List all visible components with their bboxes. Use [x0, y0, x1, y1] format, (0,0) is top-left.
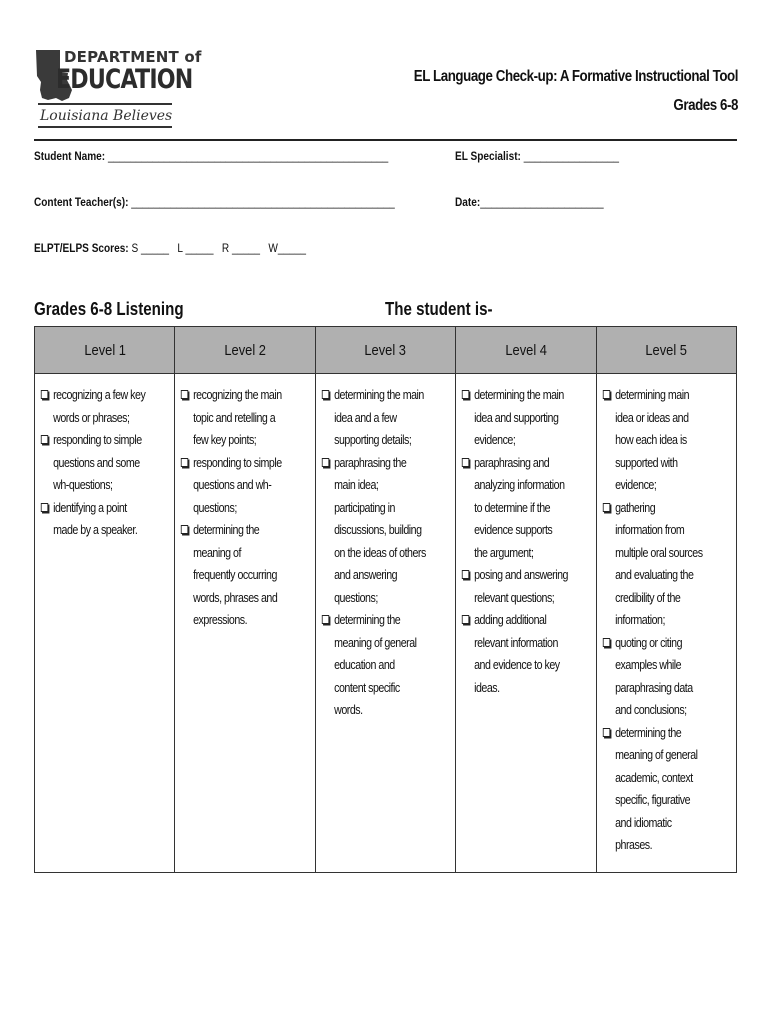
rubric-item-line: credibility of the: [614, 589, 680, 605]
checkbox-bullet-icon: [181, 458, 188, 467]
rubric-item-line: ideas.: [474, 679, 500, 695]
rubric-item-line: expressions.: [193, 612, 248, 627]
checkbox-bullet-icon: [462, 390, 469, 399]
rubric-item-line: meaning of general: [614, 747, 698, 762]
rubric-item-line: words.: [333, 702, 363, 717]
rubric-item-line: discussions, building: [333, 522, 422, 537]
rubric-item-line: paraphrasing the: [333, 454, 407, 470]
checkbox-bullet-icon: [322, 458, 329, 467]
rubric-item-line: made by a speaker.: [53, 522, 138, 537]
el-specialist-label: EL Specialist:: [455, 149, 521, 163]
rubric-item-line: topic and retelling a: [193, 409, 276, 425]
rubric-item: [180, 519, 320, 632]
rubric-item-line: evidence;: [614, 477, 656, 492]
date-field[interactable]: [455, 195, 604, 209]
rubric-item-line: phrases.: [614, 837, 652, 852]
checkbox-bullet-icon: [602, 638, 609, 647]
student-name-blank[interactable]: __________________________________________________: [107, 149, 389, 163]
rubric-item-line: education and: [333, 657, 395, 672]
section-title: Grades 6-8 Listening: [34, 299, 184, 319]
rubric-item-line: determining the: [614, 724, 681, 740]
rubric-item-line: evidence;: [474, 432, 516, 447]
checkbox-bullet-icon: [41, 503, 48, 512]
rubric-item-line: posing and answering: [474, 567, 569, 582]
rubric-item-line: examples while: [614, 657, 681, 672]
rubric-item-line: wh-questions;: [53, 477, 113, 492]
logo-department-text: DEPARTMENT of: [64, 48, 202, 66]
rubric-item-line: academic, context: [614, 769, 693, 785]
checkbox-bullet-icon: [41, 435, 48, 444]
rubric-item-line: paraphrasing and: [474, 454, 550, 470]
rubric-item: [602, 722, 742, 857]
rubric-item: [321, 452, 461, 610]
elpt-scores-label: ELPT/ELPS Scores:: [34, 241, 129, 255]
rubric-item-line: paraphrasing data: [614, 679, 693, 695]
checkbox-bullet-icon: [322, 390, 329, 399]
listening-rubric-table: [34, 326, 737, 873]
rubric-item: [180, 384, 320, 452]
document-title-line1: EL Language Check-up: A Formative Instructional Tool: [413, 68, 738, 85]
rubric-item: [461, 564, 601, 609]
rubric-item-line: identifying a point: [53, 499, 127, 515]
rubric-item: [40, 497, 180, 542]
rubric-item-line: on the ideas of others: [333, 544, 426, 560]
rubric-item: [461, 452, 601, 565]
rubric-item-line: relevant information: [474, 634, 559, 650]
date-blank[interactable]: ______________________: [480, 195, 604, 209]
checkbox-bullet-icon: [462, 570, 469, 579]
rubric-item-line: relevant questions;: [474, 589, 555, 605]
rubric-item-line: specific, figurative: [614, 792, 690, 807]
checkbox-bullet-icon: [181, 525, 188, 534]
rubric-item-line: to determine if the: [474, 499, 551, 515]
rubric-item-line: adding additional: [474, 612, 547, 627]
rubric-item-line: determining main: [614, 387, 689, 402]
elpt-scores-field[interactable]: [34, 241, 306, 255]
rubric-item-line: idea and supporting: [474, 409, 559, 425]
rubric-item-line: meaning of: [193, 544, 242, 560]
rubric-item-line: determining the: [193, 522, 260, 537]
checkbox-bullet-icon: [462, 615, 469, 624]
level-3-cell: [315, 374, 455, 873]
rubric-item-line: recognizing a few key: [53, 387, 146, 402]
document-title-line2: Grades 6-8: [673, 97, 738, 114]
rubric-item-line: few key points;: [193, 432, 257, 447]
rubric-item: [461, 384, 601, 452]
rubric-item-line: idea or ideas and: [614, 409, 689, 425]
level-5-cell: [596, 374, 736, 873]
rubric-item-line: information;: [614, 612, 665, 627]
el-specialist-blank[interactable]: _________________: [523, 149, 620, 163]
rubric-item: [602, 632, 742, 722]
content-teachers-blank[interactable]: _______________________________________________: [131, 195, 395, 209]
checkbox-bullet-icon: [602, 503, 609, 512]
rubric-item-line: questions;: [333, 589, 378, 605]
rubric-item-line: participating in: [333, 499, 395, 515]
rubric-item-line: how each idea is: [614, 432, 687, 447]
rubric-item: [321, 609, 461, 722]
rubric-item: [602, 384, 742, 497]
header-level-5: Level 5: [596, 327, 736, 374]
rubric-item: [40, 384, 180, 429]
rubric-item: [180, 452, 320, 520]
rubric-item-line: questions;: [193, 499, 238, 515]
rubric-item-line: supporting details;: [333, 432, 412, 447]
rubric-item-line: determining the main: [474, 387, 565, 402]
rubric-item-line: quoting or citing: [614, 634, 682, 650]
rubric-item-line: recognizing the main: [193, 387, 283, 402]
rubric-item-line: meaning of general: [333, 634, 417, 650]
level-2-cell: [175, 374, 315, 873]
checkbox-bullet-icon: [322, 615, 329, 624]
rubric-item-line: questions and some: [53, 454, 140, 470]
checkbox-bullet-icon: [602, 728, 609, 737]
rubric-item-line: and idiomatic: [614, 814, 672, 830]
logo-divider-top: [38, 103, 172, 105]
el-specialist-field[interactable]: [455, 149, 619, 163]
rubric-item-line: determining the main: [333, 387, 424, 402]
logo-education-text: EDUCATION: [56, 64, 193, 95]
rubric-item-line: idea and a few: [333, 409, 397, 425]
rubric-item-line: and conclusions;: [614, 702, 687, 717]
header-level-3: Level 3: [315, 327, 455, 374]
rubric-item-line: the argument;: [474, 544, 534, 560]
rubric-item-line: determining the: [333, 612, 401, 627]
rubric-item-line: supported with: [614, 454, 678, 470]
rubric-item-line: frequently occurring: [193, 567, 278, 582]
header-level-1: Level 1: [35, 327, 175, 374]
rubric-item-line: analyzing information: [474, 477, 565, 492]
elpt-scores-blanks[interactable]: S _____ L _____ R _____ W_____: [131, 241, 306, 255]
checkbox-bullet-icon: [462, 458, 469, 467]
header-level-2: Level 2: [175, 327, 315, 374]
date-label: Date:: [455, 195, 481, 209]
student-name-field[interactable]: [34, 149, 388, 163]
checkbox-bullet-icon: [602, 390, 609, 399]
logo-divider-bottom: [38, 126, 172, 128]
header-level-4: Level 4: [456, 327, 596, 374]
level-4-cell: [456, 374, 596, 873]
rubric-item-line: responding to simple: [53, 432, 142, 447]
checkbox-bullet-icon: [41, 390, 48, 399]
rubric-item-line: and answering: [333, 567, 397, 582]
student-name-label: Student Name:: [34, 149, 106, 163]
table-row: [35, 374, 737, 873]
rubric-item-line: main idea;: [333, 477, 379, 492]
rubric-item-line: and evidence to key: [474, 657, 560, 672]
content-teachers-field[interactable]: [34, 195, 395, 209]
checkbox-bullet-icon: [181, 390, 188, 399]
rubric-item: [321, 384, 461, 452]
rubric-item-line: content specific: [333, 679, 400, 695]
rubric-item-line: questions and wh-: [193, 477, 272, 492]
rubric-item-line: words or phrases;: [53, 409, 130, 425]
header-rule: [34, 139, 737, 141]
louisiana-doe-logo: [34, 46, 202, 130]
rubric-item-line: words, phrases and: [193, 589, 278, 605]
rubric-item-line: gathering: [614, 499, 655, 515]
rubric-item-line: multiple oral sources: [614, 544, 703, 560]
content-teachers-label: Content Teacher(s):: [34, 195, 129, 209]
logo-tagline: Louisiana Believes: [40, 108, 173, 124]
rubric-item: [40, 429, 180, 497]
rubric-item-line: responding to simple: [193, 454, 283, 470]
section-subtitle: The student is-: [385, 299, 493, 319]
document-title: [414, 62, 738, 120]
rubric-item-line: evidence supports: [474, 522, 553, 537]
level-1-cell: [35, 374, 175, 873]
table-header-row: [35, 327, 737, 374]
rubric-item: [602, 497, 742, 632]
rubric-item: [461, 609, 601, 699]
rubric-item-line: and evaluating the: [614, 567, 693, 582]
rubric-item-line: information from: [614, 522, 684, 537]
